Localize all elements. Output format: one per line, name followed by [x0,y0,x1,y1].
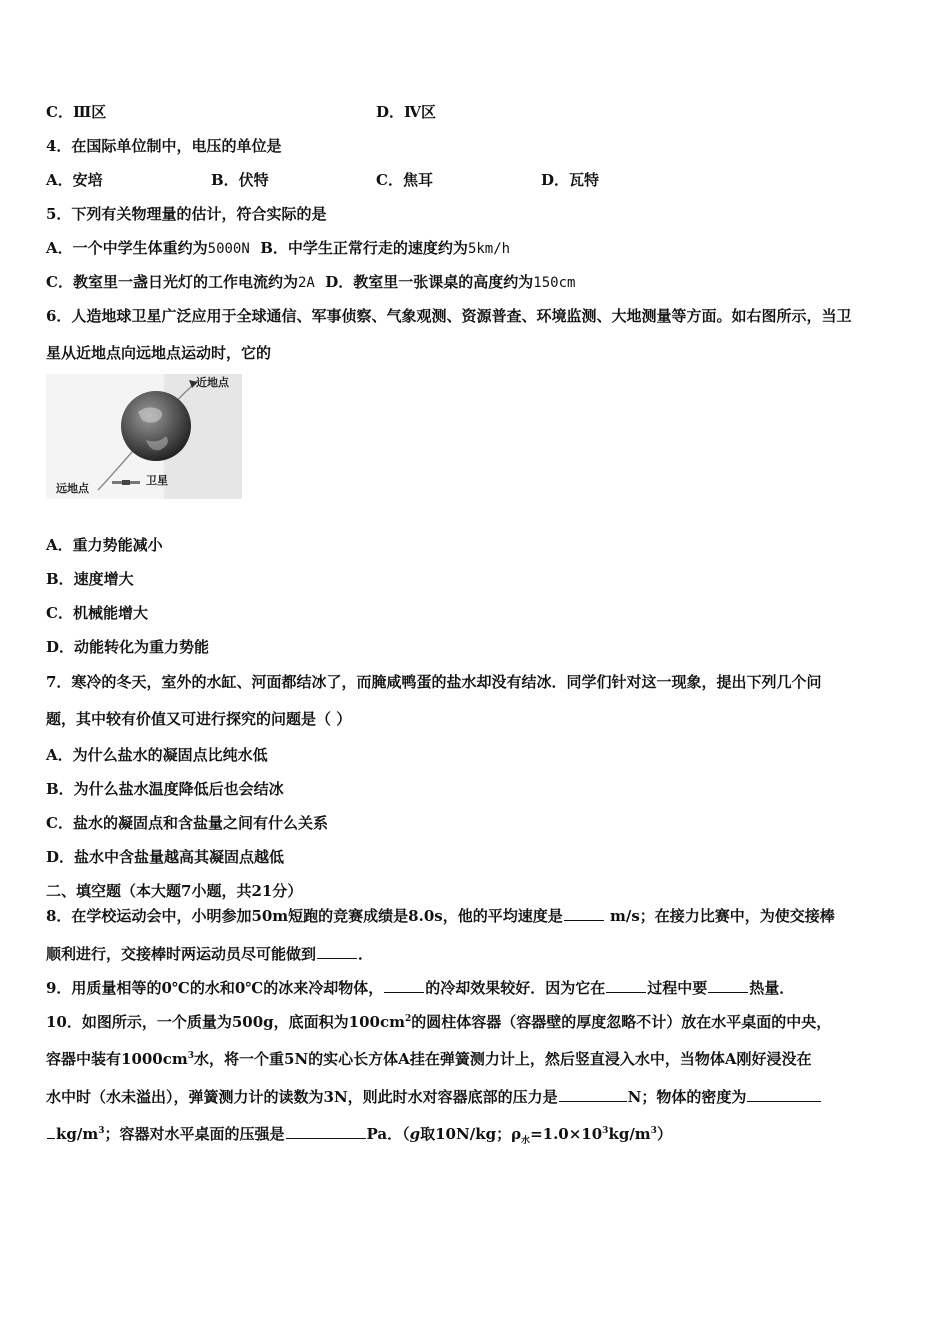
q7-option-a: A．为什么盐水的凝固点比纯水低 [46,746,268,764]
q10-text-4: 水，将一个重5N的实心长方体A挂在弹簧测力计上，然后竖直浸入水中，当物体A刚好浸没在 [194,1050,812,1068]
orbit-diagram [46,374,242,499]
q10-sup-4: 3 [602,1126,609,1136]
satellite-label: 卫星 [146,474,168,487]
q7-option-c: C．盐水的凝固点和含盐量之间有什么关系 [46,814,328,832]
q4-option-b: B．伏特 [211,171,269,189]
q10-blank-2-cont[interactable] [47,1124,55,1139]
q4-option-c: C．焦耳 [376,171,433,189]
q5-options-cd [46,272,575,293]
q5-option-d-label: D．教室里一张课桌的高度约为 [325,273,534,291]
q9-blank-1[interactable] [384,978,424,993]
q4-option-a: A．安培 [46,171,103,189]
q5-option-c-value: 2A [297,275,315,291]
q10-text-11: =1.0×10 [530,1125,603,1143]
q5-option-c-label: C．教室里一盏日光灯的工作电流约为 [46,273,298,291]
q8-line2 [46,944,373,964]
q6-stem-line1: 6．人造地球卫星广泛应用于全球通信、军事侦察、气象观测、资源普查、环境监测、大地测量等方面。如右图所示，当卫 [46,307,852,325]
q9-text-1: 9．用质量相等的0℃的水和0℃的冰来冷却物体， [46,979,384,997]
q10-text-1: 10．如图所示，一个质量为500g，底面积为100cm [46,1013,405,1031]
q4-option-d: D．瓦特 [541,171,600,189]
q10-sup-1: 2 [405,1014,412,1024]
q10-text-13: ） [656,1125,672,1143]
q8-blank-2[interactable] [317,944,357,959]
q10-text-8: ；容器对水平桌面的压强是 [104,1125,285,1143]
q5-option-b-value: 5km/h [467,241,511,257]
q10-line3 [46,1087,822,1107]
q6-stem-line2: 星从近地点向远地点运动时，它的 [46,344,272,362]
q8-text-2: m/s；在接力比赛中，为使交接棒 [609,907,835,925]
q8-blank-1[interactable] [564,906,604,921]
q10-blank-3[interactable] [286,1124,366,1139]
q10-sup-5: 3 [650,1126,657,1136]
q10-line1 [46,1012,831,1032]
q5-option-a-label: A．一个中学生体重约为 [46,239,208,257]
q9-text-3: 过程中要 [647,979,708,997]
section-heading: 二、填空题（本大题7小题，共21分） [46,882,303,900]
q6-option-c: C．机械能增大 [46,604,148,622]
q10-text-12: kg/m [608,1125,651,1143]
q10-blank-2[interactable] [747,1087,821,1102]
q8-text-1: 8．在学校运动会中，小明参加50m短跑的竞赛成绩是8.0s，他的平均速度是 [46,907,563,925]
q10-sub-water: 水 [521,1136,531,1146]
q8-text-4: ． [358,945,374,963]
q6-option-a: A．重力势能减小 [46,536,163,554]
q10-text-7: kg/m [56,1125,99,1143]
q9-text-4: 热量． [749,979,795,997]
q7-option-b: B．为什么盐水温度降低后也会结冰 [46,780,284,798]
earth-icon [121,391,191,461]
q7-option-d: D．盐水中含盐量越高其凝固点越低 [46,848,285,866]
satellite-orbit-figure [46,374,242,499]
q7-stem-line2: 题，其中较有价值又可进行探究的问题是（ ） [46,710,352,728]
q9-blank-2[interactable] [606,978,646,993]
q6-option-d: D．动能转化为重力势能 [46,638,210,656]
q10-text-10: 取10N/kg；ρ [420,1125,522,1143]
q4-stem: 4．在国际单位制中，电压的单位是 [46,137,282,155]
perigee-label: 近地点 [196,376,229,389]
q8-line1 [46,906,835,926]
q10-line4 [46,1124,672,1144]
apogee-label: 远地点 [56,482,89,495]
q10-text-2: 的圆柱体容器（容器壁的厚度忽略不计）放在水平桌面的中央， [411,1013,832,1031]
q9-line [46,978,794,998]
q10-text-6: N；物体的密度为 [627,1088,747,1106]
q10-sup-2: 3 [187,1051,195,1061]
q10-text-5: 水中时（水未溢出），弹簧测力计的读数为3N，则此时水对容器底部的压力是 [46,1088,558,1106]
q3-option-c: C．Ⅲ区 [46,103,107,121]
q9-text-2: 的冷却效果较好．因为它在 [425,979,606,997]
q5-options-ab [46,238,510,259]
q10-g-symbol: g [409,1125,421,1143]
q8-text-3: 顺利进行，交接棒时两运动员尽可能做到 [46,945,317,963]
q3-option-d: D．Ⅳ区 [376,103,437,121]
q6-option-b: B．速度增大 [46,570,134,588]
q5-option-d-value: 150cm [533,275,576,291]
q10-text-9: Pa．（ [366,1125,410,1143]
q10-text-3: 容器中装有1000cm [46,1050,188,1068]
q5-stem: 5．下列有关物理量的估计，符合实际的是 [46,205,327,223]
q7-stem-line1: 7．寒冷的冬天，室外的水缸、河面都结冰了，而腌咸鸭蛋的盐水却没有结冰．同学们针对这一现象，提出下列几个问 [46,673,822,691]
q10-blank-1[interactable] [559,1087,627,1102]
q10-line2 [46,1049,811,1069]
q5-option-b-label: B．中学生正常行走的速度约为 [260,239,468,257]
q10-sup-3: 3 [98,1126,105,1136]
q5-option-a-value: 5000N [207,241,250,257]
q9-blank-3[interactable] [708,978,748,993]
